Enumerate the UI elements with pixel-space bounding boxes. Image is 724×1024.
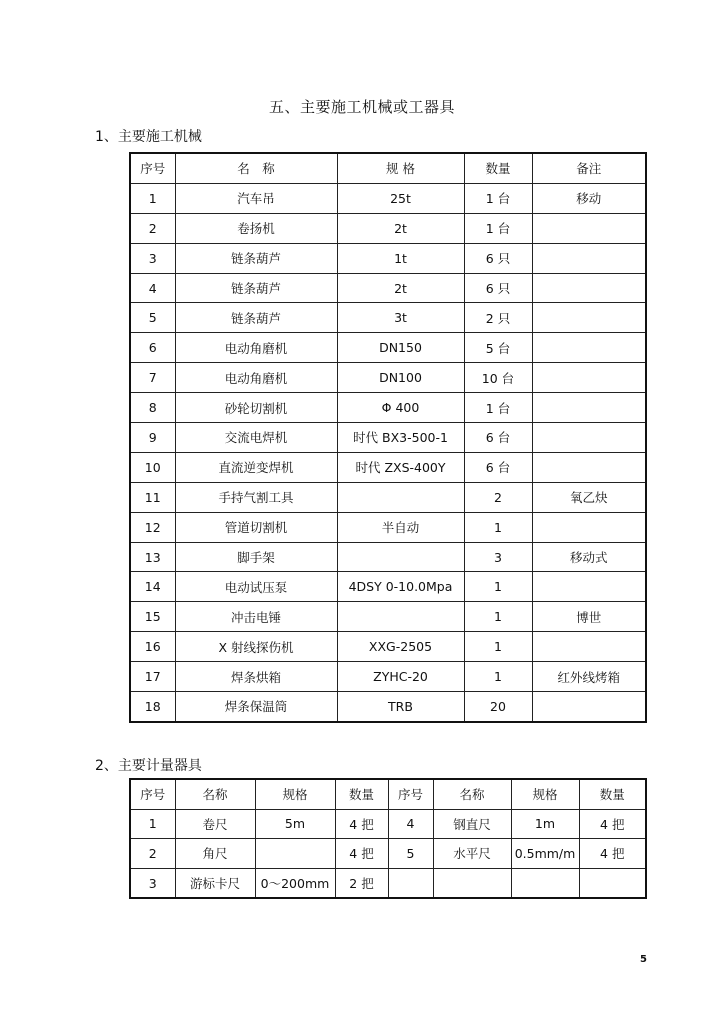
table-row — [130, 512, 646, 542]
table-cell: 2 — [464, 482, 532, 512]
table-header-row — [130, 779, 646, 809]
header-cell: 数量 — [335, 779, 388, 809]
table-row — [130, 809, 646, 839]
table-cell: DN100 — [337, 363, 464, 393]
table-cell: 1 — [464, 602, 532, 632]
table-cell — [532, 333, 646, 363]
table-cell — [388, 868, 433, 898]
table-cell: 12 — [130, 512, 175, 542]
table-cell: 汽车吊 — [175, 183, 337, 213]
table-cell: 6 只 — [464, 243, 532, 273]
table-cell: 红外线烤箱 — [532, 662, 646, 692]
table-cell: 1 — [464, 572, 532, 602]
header-cell: 数量 — [464, 153, 532, 183]
page-number: 5 — [640, 954, 647, 965]
table-cell: 2 — [130, 839, 175, 869]
table-cell: 半自动 — [337, 512, 464, 542]
table-cell — [532, 692, 646, 722]
section-1-heading: 1、主要施工机械 — [95, 129, 202, 145]
table-cell — [532, 423, 646, 453]
table-cell: TRB — [337, 692, 464, 722]
table-row — [130, 333, 646, 363]
table-cell: 1 — [130, 183, 175, 213]
table-cell: 3t — [337, 303, 464, 333]
table-cell: 1 台 — [464, 183, 532, 213]
header-cell: 序号 — [130, 153, 175, 183]
header-cell: 名 称 — [175, 153, 337, 183]
table-cell: 2 — [130, 213, 175, 243]
header-cell: 序号 — [130, 779, 175, 809]
table-cell: 电动角磨机 — [175, 333, 337, 363]
table-cell: 冲击电锤 — [175, 602, 337, 632]
table-cell: 氧乙炔 — [532, 482, 646, 512]
table-cell: 1m — [511, 809, 579, 839]
table-cell: 13 — [130, 542, 175, 572]
table-cell — [532, 213, 646, 243]
table-cell: 电动试压泵 — [175, 572, 337, 602]
table-cell: 4 — [388, 809, 433, 839]
table-cell: 8 — [130, 393, 175, 423]
table-cell: 5 — [130, 303, 175, 333]
section-2-heading: 2、主要计量器具 — [95, 758, 202, 774]
table-cell: 2 只 — [464, 303, 532, 333]
table-cell: 1 台 — [464, 393, 532, 423]
table-cell: 2 把 — [335, 868, 388, 898]
table-cell: 10 台 — [464, 363, 532, 393]
table-cell: 3 — [464, 542, 532, 572]
table-cell — [337, 542, 464, 572]
table-cell: 6 — [130, 333, 175, 363]
table-cell — [532, 363, 646, 393]
table-cell: 4 — [130, 273, 175, 303]
table-cell: 1 台 — [464, 213, 532, 243]
table-row — [130, 482, 646, 512]
table-cell: 1t — [337, 243, 464, 273]
table-cell: 0.5mm/m — [511, 839, 579, 869]
table-cell: 0～200mm — [255, 868, 335, 898]
table-cell: 3 — [130, 868, 175, 898]
table-cell: 链条葫芦 — [175, 303, 337, 333]
table-cell: 5 — [388, 839, 433, 869]
table-cell: 焊条保温筒 — [175, 692, 337, 722]
table-cell: ZYHC-20 — [337, 662, 464, 692]
table-cell: 博世 — [532, 602, 646, 632]
table-cell: 链条葫芦 — [175, 243, 337, 273]
table-cell — [255, 839, 335, 869]
table-cell: 1 — [130, 809, 175, 839]
table-row — [130, 542, 646, 572]
table-cell — [532, 303, 646, 333]
table-cell: 4 把 — [579, 839, 646, 869]
table-cell — [532, 512, 646, 542]
table-cell: 砂轮切割机 — [175, 393, 337, 423]
table-cell: 2t — [337, 273, 464, 303]
table-cell: X 射线探伤机 — [175, 632, 337, 662]
header-cell: 规格 — [255, 779, 335, 809]
table-cell: 角尺 — [175, 839, 255, 869]
table-cell: 4 把 — [335, 839, 388, 869]
table-cell: 1 — [464, 512, 532, 542]
table-cell: 2t — [337, 213, 464, 243]
table-cell: 15 — [130, 602, 175, 632]
table-cell: 10 — [130, 452, 175, 482]
table-row — [130, 273, 646, 303]
table-cell: 移动式 — [532, 542, 646, 572]
table-cell: 25t — [337, 183, 464, 213]
table-cell: 1 — [464, 662, 532, 692]
table-cell: 电动角磨机 — [175, 363, 337, 393]
table-cell: 5 台 — [464, 333, 532, 363]
table-cell — [337, 602, 464, 632]
table-row — [130, 602, 646, 632]
table-cell — [511, 868, 579, 898]
table-row — [130, 393, 646, 423]
table-cell: 18 — [130, 692, 175, 722]
table-cell: XXG-2505 — [337, 632, 464, 662]
header-cell: 规 格 — [337, 153, 464, 183]
table-row — [130, 662, 646, 692]
table-cell: 17 — [130, 662, 175, 692]
table-header-row — [130, 153, 646, 183]
machinery-table — [129, 152, 647, 723]
table-cell — [532, 632, 646, 662]
table-cell: 7 — [130, 363, 175, 393]
header-cell: 规格 — [511, 779, 579, 809]
table-cell: 6 台 — [464, 423, 532, 453]
table-cell: 16 — [130, 632, 175, 662]
table-cell: 4 把 — [579, 809, 646, 839]
table-cell — [532, 452, 646, 482]
page-title: 五、主要施工机械或工器具 — [268, 98, 455, 116]
table-row — [130, 423, 646, 453]
table-cell — [532, 243, 646, 273]
table-cell: 3 — [130, 243, 175, 273]
table-cell: 手持气割工具 — [175, 482, 337, 512]
table-cell: 4DSY 0-10.0Mpa — [337, 572, 464, 602]
table-cell: 9 — [130, 423, 175, 453]
table-cell: 时代 ZXS-400Y — [337, 452, 464, 482]
table-cell: 卷尺 — [175, 809, 255, 839]
table-cell: 水平尺 — [433, 839, 511, 869]
table-cell: 焊条烘箱 — [175, 662, 337, 692]
table-cell — [337, 482, 464, 512]
table-cell — [579, 868, 646, 898]
table-cell: DN150 — [337, 333, 464, 363]
table-cell — [433, 868, 511, 898]
table-cell: 20 — [464, 692, 532, 722]
table-cell: 交流电焊机 — [175, 423, 337, 453]
table-cell: 5m — [255, 809, 335, 839]
table-cell: 1 — [464, 632, 532, 662]
table-cell — [532, 572, 646, 602]
table-cell: 链条葫芦 — [175, 273, 337, 303]
measuring-tools-table — [129, 778, 647, 899]
table-row — [130, 363, 646, 393]
table-row — [130, 452, 646, 482]
table-row — [130, 243, 646, 273]
table-row — [130, 632, 646, 662]
table-row — [130, 692, 646, 722]
table-cell: 6 台 — [464, 452, 532, 482]
table-cell — [532, 393, 646, 423]
table-row — [130, 183, 646, 213]
table-row — [130, 303, 646, 333]
header-cell: 备注 — [532, 153, 646, 183]
table-row — [130, 213, 646, 243]
header-cell: 序号 — [388, 779, 433, 809]
table-row — [130, 839, 646, 869]
header-cell: 名称 — [175, 779, 255, 809]
table-cell: 移动 — [532, 183, 646, 213]
table-cell: 时代 BX3-500-1 — [337, 423, 464, 453]
table-cell: 11 — [130, 482, 175, 512]
header-cell: 数量 — [579, 779, 646, 809]
table-cell: 脚手架 — [175, 542, 337, 572]
table-cell: 14 — [130, 572, 175, 602]
table-cell: 6 只 — [464, 273, 532, 303]
table-cell: Φ 400 — [337, 393, 464, 423]
table-cell: 游标卡尺 — [175, 868, 255, 898]
table-row — [130, 572, 646, 602]
header-cell: 名称 — [433, 779, 511, 809]
table-cell: 钢直尺 — [433, 809, 511, 839]
table-cell: 管道切割机 — [175, 512, 337, 542]
table-cell: 直流逆变焊机 — [175, 452, 337, 482]
table-cell — [532, 273, 646, 303]
table-row — [130, 868, 646, 898]
table-cell: 4 把 — [335, 809, 388, 839]
table-cell: 卷扬机 — [175, 213, 337, 243]
